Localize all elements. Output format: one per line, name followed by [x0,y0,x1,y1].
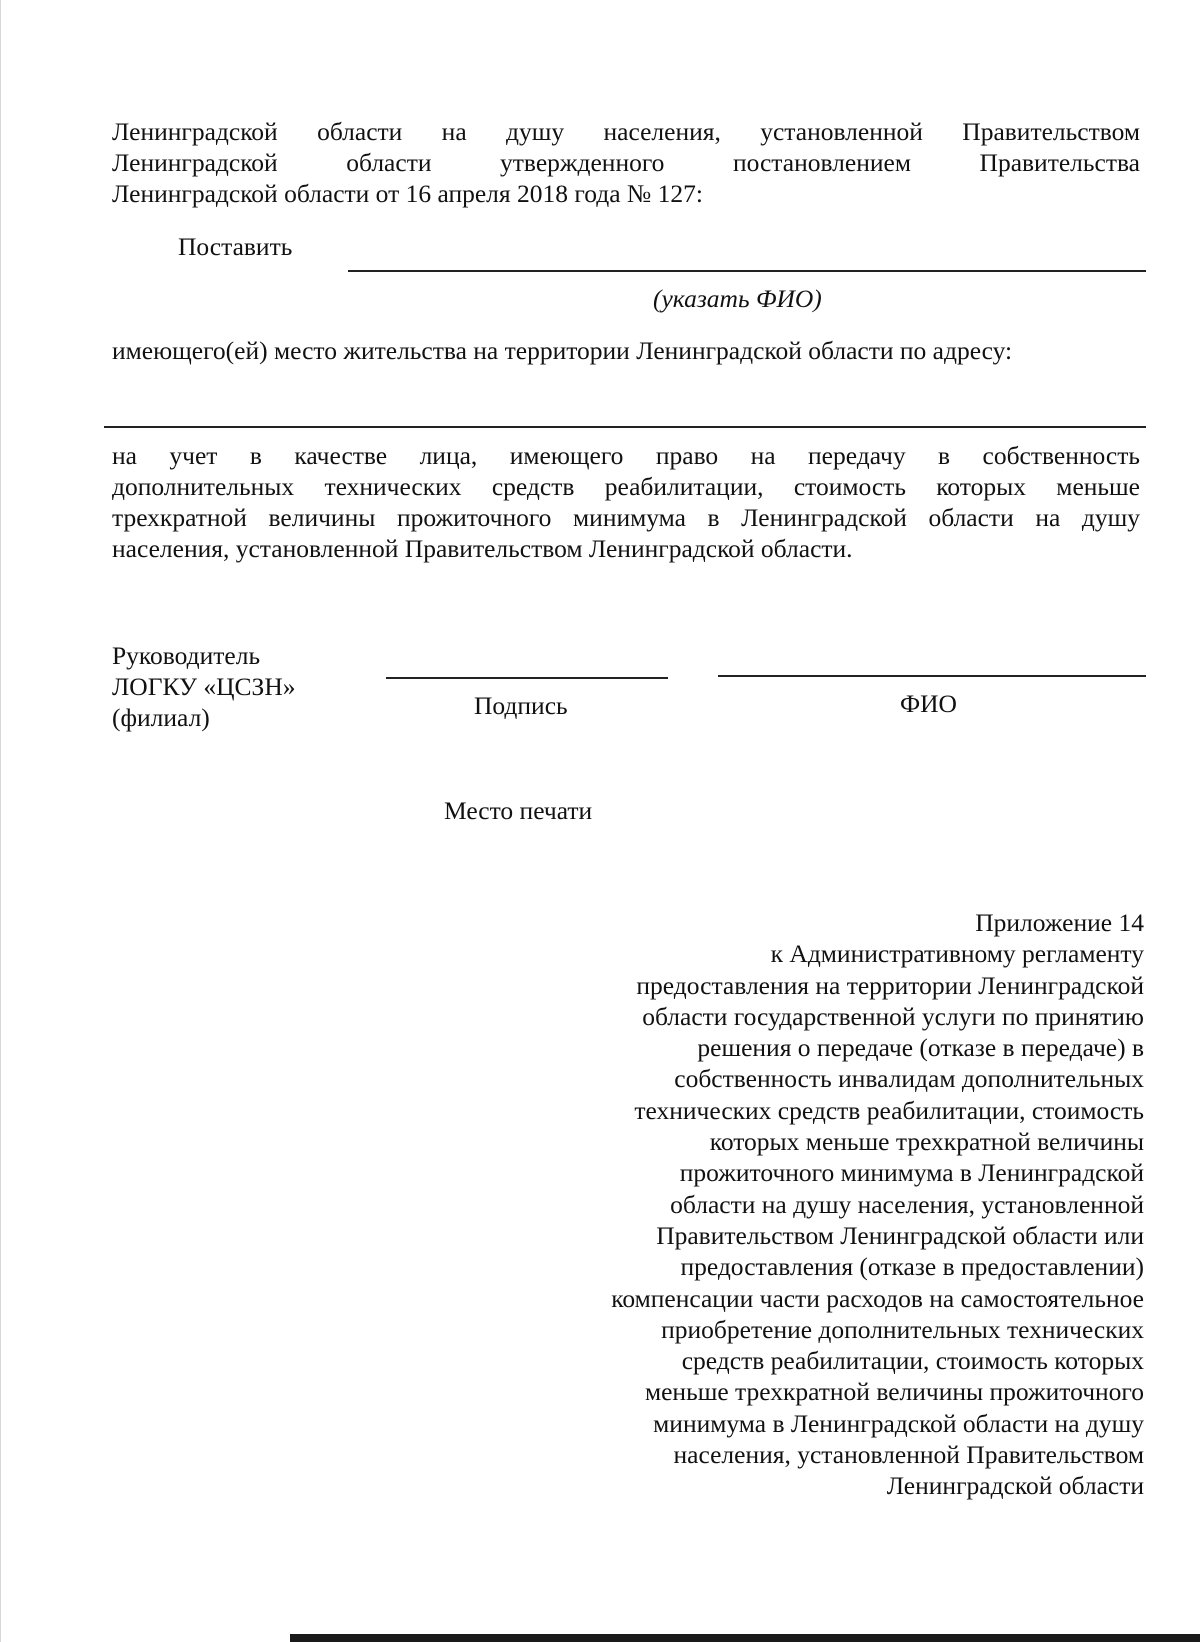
appendix-line-2: к Административному регламенту [770,939,1144,969]
register-line-2: дополнительных технических средств реабилитации, стоимость которых меньше [112,472,1140,501]
set-label: Поставить [178,232,293,261]
signature-line [386,677,668,679]
appendix-line-7: технических средств реабилитации, стоимость [634,1095,1144,1125]
appendix-line-1: Приложение 14 [975,908,1144,937]
appendix-line-12: предоставления (отказе в предоставлении) [680,1252,1144,1282]
appendix-line-15: средств реабилитации, стоимость которых [681,1346,1144,1376]
scan-edge-bar [290,1634,1200,1642]
full-name-line [718,675,1146,677]
name-fill-line [348,270,1146,272]
appendix-heading [520,907,1144,1502]
register-line-4: населения, установленной Правительством Ленинградской области. [112,534,853,563]
appendix-line-16: меньше трехкратной величины прожиточного [644,1377,1144,1407]
appendix-line-5: решения о передаче (отказе в передаче) в [697,1033,1144,1063]
intro-line-2: Ленинградской области утвержденного постановлением Правительства [112,148,1140,177]
stamp-place-label: Место печати [444,796,593,825]
address-line: имеющего(ей) место жительства на территории Ленинградской области по адресу: [112,336,1013,365]
appendix-line-18: населения, установленной Правительством [673,1440,1144,1470]
appendix-line-4: области государственной услуги по принятию [642,1001,1144,1031]
appendix-line-19: Ленинградской области [886,1471,1144,1501]
appendix-line-3: предоставления на территории Ленинградской [636,970,1144,1000]
appendix-line-13: компенсации части расходов на самостоятельное [611,1283,1144,1313]
intro-line-3: Ленинградской области от 16 апреля 2018 года № 127: [112,179,703,208]
appendix-line-14: приобретение дополнительных технических [661,1314,1144,1344]
appendix-line-11: Правительством Ленинградской области или [656,1220,1144,1250]
register-line-1: на учет в качестве лица, имеющего право на передачу в собственность [112,441,1140,470]
appendix-line-8: которых меньше трехкратной величины [709,1127,1144,1157]
appendix-line-9: прожиточного минимума в Ленинградской [679,1158,1144,1188]
role-line-1: Руководитель [112,641,261,670]
appendix-line-17: минимума в Ленинградской области на душу [653,1408,1144,1438]
role-line-2: ЛОГКУ «ЦСЗН» [112,672,296,701]
register-line-3: трехкратной величины прожиточного минимума в Ленинградской области на душу [112,503,1140,532]
page-edge [0,0,1,1642]
appendix-line-6: собственность инвалидам дополнительных [674,1064,1144,1094]
full-name-label: ФИО [900,689,957,718]
address-fill-line [104,426,1146,428]
signature-label: Подпись [474,691,568,720]
appendix-line-10: области на душу населения, установленной [670,1189,1144,1219]
role-line-3: (филиал) [112,703,210,732]
name-hint: (указать ФИО) [653,284,822,313]
intro-line-1: Ленинградской области на душу населения, установленной Правительством [112,117,1140,146]
